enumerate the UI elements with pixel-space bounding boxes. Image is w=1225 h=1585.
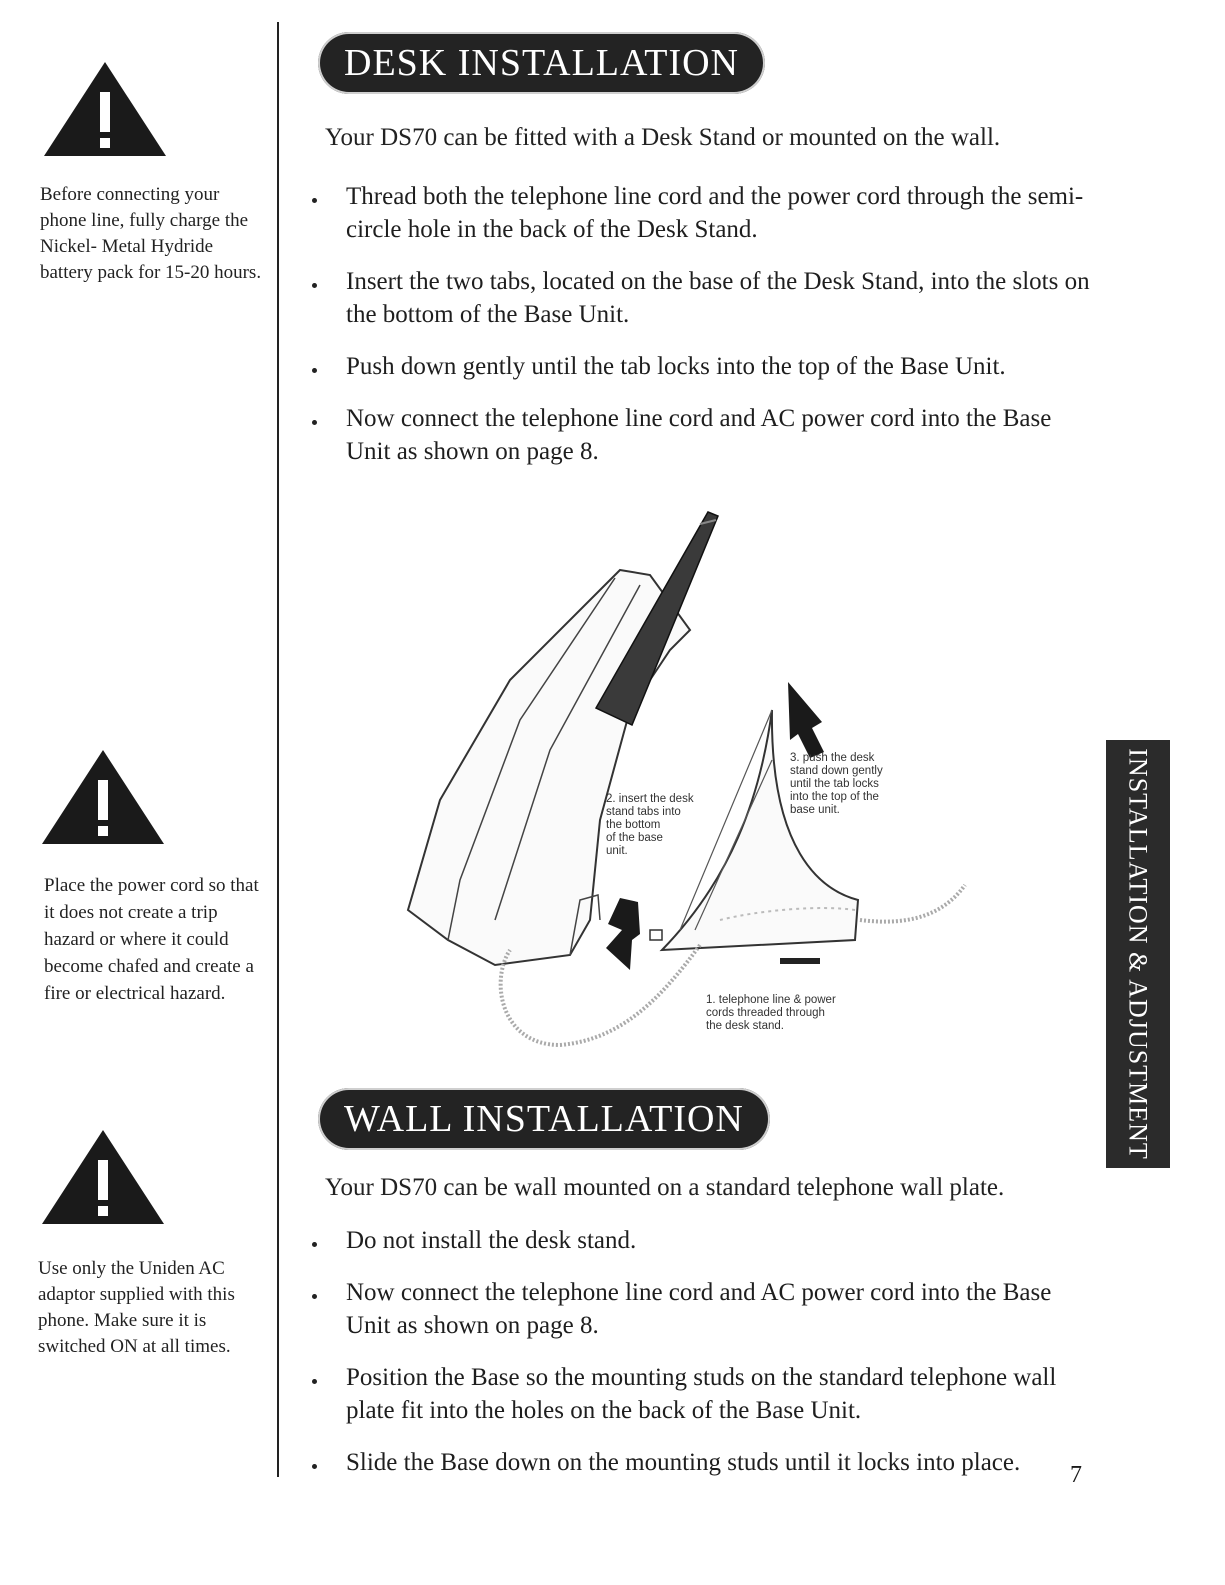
wall-intro: Your DS70 can be wall mounted on a standard telephone wall plate.: [325, 1174, 1005, 1201]
section-side-tab: [1106, 740, 1170, 1168]
desk-steps: [310, 180, 1100, 487]
list-item: Insert the two tabs, located on the base of the Desk Stand, into the slots on the bottom of the Base Unit.: [310, 265, 1100, 331]
desk-stand-illustration: [400, 500, 980, 1060]
list-item: Thread both the telephone line cord and the power cord through the semi-circle hole in the back of the Desk Stand.: [310, 180, 1100, 246]
list-item: Now connect the telephone line cord and AC power cord into the Base Unit as shown on page 8.: [310, 402, 1100, 468]
battery-note: Before connecting your phone line, fully charge the Nickel- Metal Hydride battery pack for 15-20 hours.: [40, 184, 262, 283]
warning-triangle-icon: [40, 60, 170, 160]
power-cord-note: Place the power cord so that it does not create a trip hazard or where it could become chafed and create a fire or electrical hazard.: [44, 875, 259, 1004]
desk-installation-heading: DESK INSTALLATION: [318, 32, 765, 94]
phone-base-drawing: [400, 500, 980, 1060]
figure-label-2: 2. insert the desk stand tabs into the bottom of the base unit.: [606, 793, 694, 857]
list-item: Do not install the desk stand.: [310, 1224, 1100, 1257]
column-divider: [277, 22, 279, 1477]
warning-triangle-icon: [38, 748, 168, 848]
list-item: Position the Base so the mounting studs on the standard telephone wall plate fit into the holes on the back of the Base Unit.: [310, 1361, 1100, 1427]
wall-installation-heading: WALL INSTALLATION: [318, 1088, 770, 1150]
list-item: Slide the Base down on the mounting studs until it locks into place.: [310, 1446, 1100, 1479]
page-number: 7: [1070, 1462, 1082, 1488]
warning-triangle-icon: [38, 1128, 168, 1228]
adaptor-note: Use only the Uniden AC adaptor supplied with this phone. Make sure it is switched ON at all times.: [38, 1258, 235, 1357]
side-tab-label: INSTALLATION & ADJUSTMENT: [1124, 748, 1153, 1160]
figure-label-1: 1. telephone line & power cords threaded through the desk stand.: [706, 994, 836, 1032]
list-item: Push down gently until the tab locks into the top of the Base Unit.: [310, 350, 1100, 383]
desk-intro: Your DS70 can be fitted with a Desk Stand or mounted on the wall.: [325, 124, 1001, 151]
wall-steps: [310, 1224, 1100, 1498]
list-item: Now connect the telephone line cord and AC power cord into the Base Unit as shown on page 8.: [310, 1276, 1100, 1342]
figure-label-3: 3. push the desk stand down gently until the tab locks into the top of the base unit.: [790, 752, 883, 816]
